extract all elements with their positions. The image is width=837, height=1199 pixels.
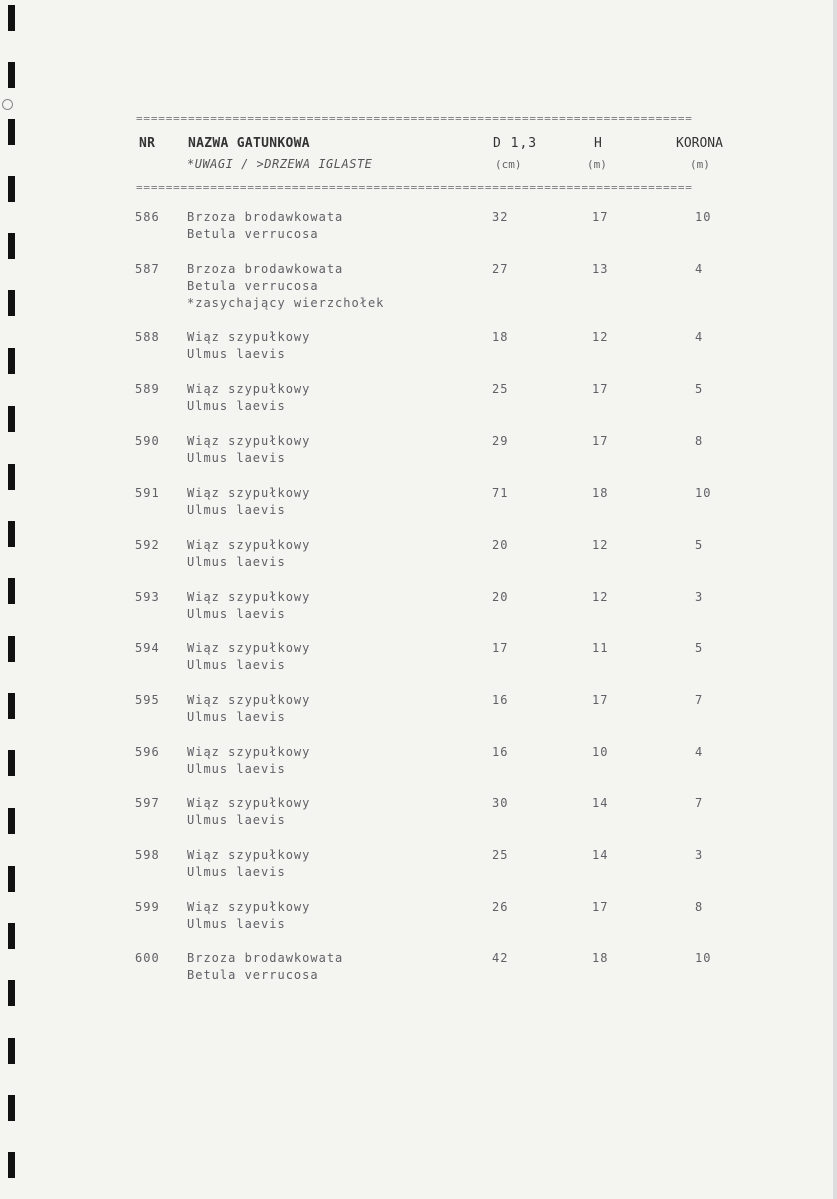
- unit-height: (m): [587, 158, 607, 171]
- latin-name: Ulmus laevis: [187, 813, 286, 827]
- diameter-value: 16: [492, 745, 509, 759]
- circle-marker: [2, 99, 13, 110]
- tree-number: 598: [135, 848, 160, 862]
- diameter-value: 20: [492, 590, 509, 604]
- species-name: Wiąz szypułkowy: [187, 538, 311, 552]
- binding-hole: [8, 1152, 15, 1178]
- remark: *zasychający wierzchołek: [187, 296, 385, 310]
- header-diameter: D 1,3: [493, 136, 538, 151]
- diameter-value: 25: [492, 382, 509, 396]
- tree-number: 592: [135, 538, 160, 552]
- diameter-value: 42: [492, 951, 509, 965]
- crown-value: 7: [695, 796, 704, 810]
- height-value: 10: [592, 745, 609, 759]
- binding-hole: [8, 1038, 15, 1064]
- diameter-value: 16: [492, 693, 509, 707]
- latin-name: Ulmus laevis: [187, 607, 286, 621]
- crown-value: 10: [695, 210, 712, 224]
- height-value: 12: [592, 590, 609, 604]
- crown-value: 10: [695, 486, 712, 500]
- table-row: [0, 210, 837, 250]
- table-row: [0, 538, 837, 578]
- table-row: [0, 262, 837, 310]
- tree-number: 596: [135, 745, 160, 759]
- crown-value: 5: [695, 382, 704, 396]
- height-value: 17: [592, 382, 609, 396]
- unit-crown: (m): [690, 158, 710, 171]
- species-name: Wiąz szypułkowy: [187, 330, 311, 344]
- tree-number: 587: [135, 262, 160, 276]
- height-value: 11: [592, 641, 609, 655]
- species-name: Brzoza brodawkowata: [187, 951, 344, 965]
- tree-number: 593: [135, 590, 160, 604]
- species-name: Wiąz szypułkowy: [187, 641, 311, 655]
- latin-name: Ulmus laevis: [187, 451, 286, 465]
- tree-number: 589: [135, 382, 160, 396]
- latin-name: Ulmus laevis: [187, 555, 286, 569]
- species-name: Wiąz szypułkowy: [187, 796, 311, 810]
- height-value: 13: [592, 262, 609, 276]
- table-row: [0, 486, 837, 526]
- height-value: 14: [592, 848, 609, 862]
- latin-name: Ulmus laevis: [187, 399, 286, 413]
- crown-value: 8: [695, 900, 704, 914]
- height-value: 18: [592, 486, 609, 500]
- height-value: 17: [592, 210, 609, 224]
- height-value: 17: [592, 434, 609, 448]
- species-name: Brzoza brodawkowata: [187, 262, 344, 276]
- height-value: 17: [592, 693, 609, 707]
- table-row: [0, 590, 837, 630]
- header-subtitle: *UWAGI / >DRZEWA IGLASTE: [187, 157, 373, 171]
- tree-number: 597: [135, 796, 160, 810]
- top-separator: ===========================================================================: [136, 113, 693, 125]
- diameter-value: 18: [492, 330, 509, 344]
- table-row: [0, 745, 837, 785]
- header-name: NAZWA GATUNKOWA: [188, 136, 310, 151]
- latin-name: Ulmus laevis: [187, 658, 286, 672]
- species-name: Wiąz szypułkowy: [187, 745, 311, 759]
- header-crown: KORONA: [676, 136, 723, 151]
- diameter-value: 71: [492, 486, 509, 500]
- latin-name: Ulmus laevis: [187, 347, 286, 361]
- latin-name: Betula verrucosa: [187, 968, 319, 982]
- species-name: Wiąz szypułkowy: [187, 590, 311, 604]
- height-value: 17: [592, 900, 609, 914]
- crown-value: 3: [695, 590, 704, 604]
- height-value: 12: [592, 330, 609, 344]
- crown-value: 4: [695, 745, 704, 759]
- latin-name: Ulmus laevis: [187, 503, 286, 517]
- crown-value: 5: [695, 538, 704, 552]
- species-name: Wiąz szypułkowy: [187, 693, 311, 707]
- height-value: 18: [592, 951, 609, 965]
- tree-number: 599: [135, 900, 160, 914]
- species-name: Wiąz szypułkowy: [187, 848, 311, 862]
- binding-hole: [8, 1095, 15, 1121]
- latin-name: Ulmus laevis: [187, 710, 286, 724]
- crown-value: 8: [695, 434, 704, 448]
- diameter-value: 20: [492, 538, 509, 552]
- bottom-separator: ===========================================================================: [136, 182, 693, 194]
- tree-number: 588: [135, 330, 160, 344]
- tree-number: 586: [135, 210, 160, 224]
- latin-name: Ulmus laevis: [187, 762, 286, 776]
- binding-hole: [8, 119, 15, 145]
- diameter-value: 27: [492, 262, 509, 276]
- latin-name: Betula verrucosa: [187, 279, 319, 293]
- binding-hole: [8, 5, 15, 31]
- diameter-value: 26: [492, 900, 509, 914]
- diameter-value: 30: [492, 796, 509, 810]
- tree-number: 591: [135, 486, 160, 500]
- crown-value: 4: [695, 330, 704, 344]
- species-name: Wiąz szypułkowy: [187, 434, 311, 448]
- diameter-value: 25: [492, 848, 509, 862]
- species-name: Wiąz szypułkowy: [187, 382, 311, 396]
- latin-name: Ulmus laevis: [187, 865, 286, 879]
- tree-number: 594: [135, 641, 160, 655]
- table-row: [0, 434, 837, 474]
- header-nr: NR: [139, 136, 156, 151]
- diameter-value: 32: [492, 210, 509, 224]
- crown-value: 5: [695, 641, 704, 655]
- tree-number: 590: [135, 434, 160, 448]
- header-height: H: [594, 136, 602, 151]
- binding-hole: [8, 62, 15, 88]
- table-row: [0, 641, 837, 681]
- species-name: Brzoza brodawkowata: [187, 210, 344, 224]
- height-value: 14: [592, 796, 609, 810]
- latin-name: Betula verrucosa: [187, 227, 319, 241]
- tree-number: 600: [135, 951, 160, 965]
- table-row: [0, 693, 837, 733]
- tree-number: 595: [135, 693, 160, 707]
- unit-diameter: (cm): [495, 158, 522, 171]
- crown-value: 3: [695, 848, 704, 862]
- table-row: [0, 382, 837, 422]
- species-name: Wiąz szypułkowy: [187, 486, 311, 500]
- crown-value: 10: [695, 951, 712, 965]
- table-row: [0, 330, 837, 370]
- table-row: [0, 848, 837, 888]
- height-value: 12: [592, 538, 609, 552]
- table-row: [0, 796, 837, 836]
- crown-value: 4: [695, 262, 704, 276]
- diameter-value: 17: [492, 641, 509, 655]
- diameter-value: 29: [492, 434, 509, 448]
- latin-name: Ulmus laevis: [187, 917, 286, 931]
- species-name: Wiąz szypułkowy: [187, 900, 311, 914]
- table-row: [0, 951, 837, 991]
- table-row: [0, 900, 837, 940]
- crown-value: 7: [695, 693, 704, 707]
- binding-hole: [8, 176, 15, 202]
